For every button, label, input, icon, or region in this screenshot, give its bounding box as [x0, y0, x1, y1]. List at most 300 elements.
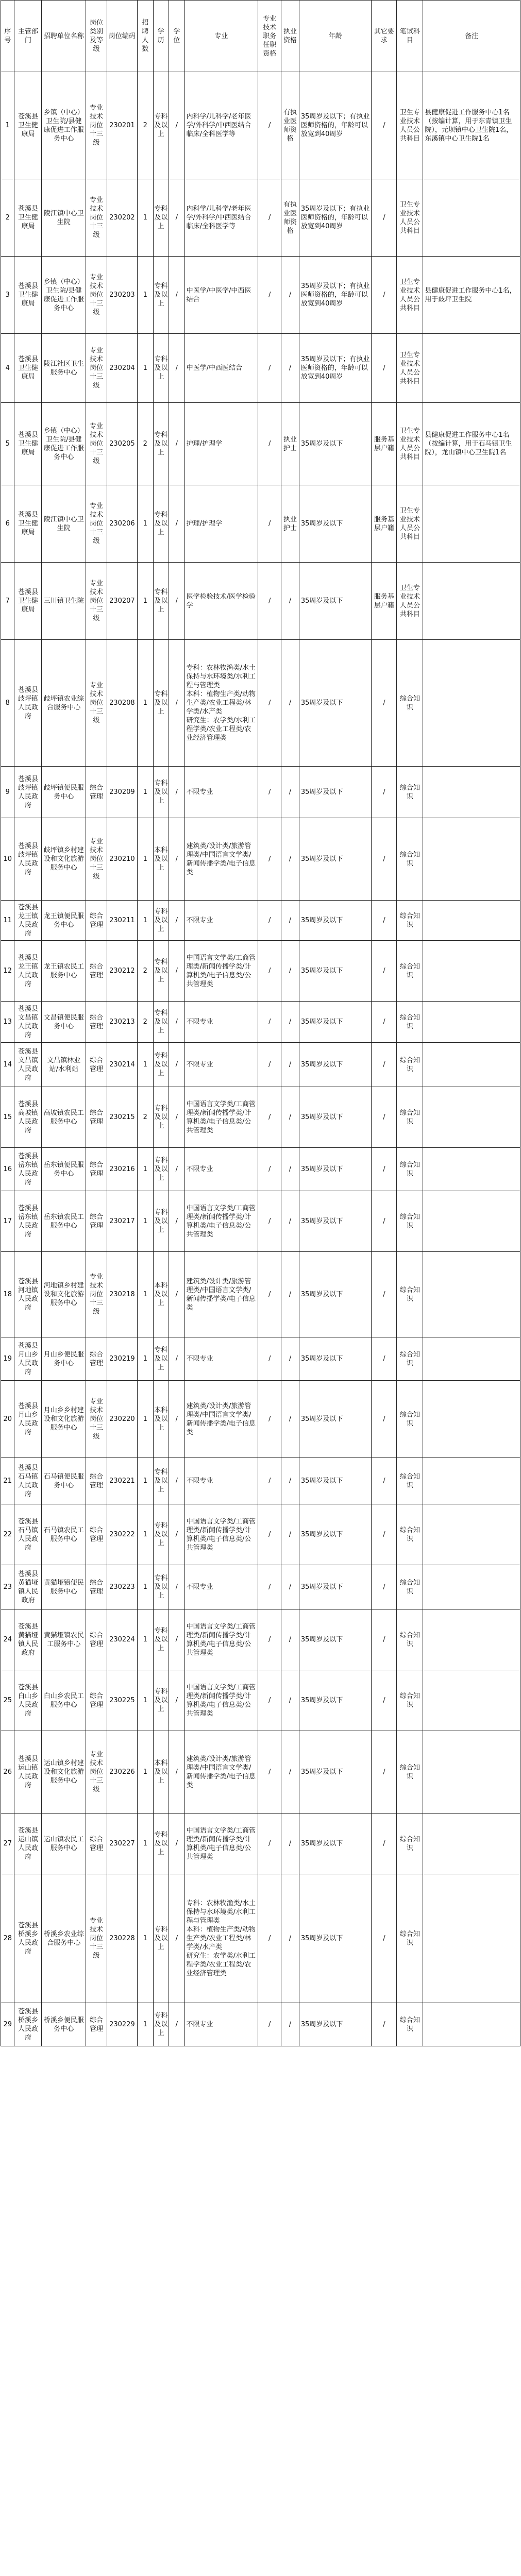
other-cell: / [372, 1087, 397, 1148]
post-cell: 综合管理 [86, 901, 107, 941]
degree-cell: / [169, 1731, 185, 1814]
degree-cell: / [169, 1565, 185, 1609]
row-number: 15 [1, 1087, 14, 1148]
header-row [1, 1, 520, 72]
code-cell: 230221 [107, 1458, 137, 1504]
header-cell: 专业 [184, 1, 258, 72]
table-row [1, 767, 520, 818]
exam-cell: 卫生专业技术人员公共科目 [397, 179, 423, 257]
table-row [1, 1670, 520, 1731]
degree-cell: / [169, 1043, 185, 1087]
license-cell: / [281, 1504, 299, 1565]
unit-cell: 陵江镇中心卫生院 [42, 179, 86, 257]
unit-cell: 文昌镇便民服务中心 [42, 1002, 86, 1043]
header-cell: 专业技术职务任职资格 [258, 1, 281, 72]
major-cell: 不限专业 [184, 1043, 258, 1087]
title-cell: / [258, 1670, 281, 1731]
row-number: 23 [1, 1565, 14, 1609]
major-cell: 中国语言文学类/工商管理类/新闻传播学类/计算机类/电子信息类/公共管理类 [184, 941, 258, 1002]
note-cell [423, 818, 520, 901]
dept-cell: 苍溪县卫生健康局 [14, 485, 42, 563]
license-cell: / [281, 818, 299, 901]
edu-cell: 专科及以上 [153, 1874, 169, 2003]
note-cell [423, 1731, 520, 1814]
edu-cell: 专科及以上 [153, 1043, 169, 1087]
post-cell: 专业技术岗位十三级 [86, 1252, 107, 1337]
other-cell: / [372, 1381, 397, 1458]
title-cell: / [258, 1381, 281, 1458]
unit-cell: 黄猫垭镇农民工服务中心 [42, 1609, 86, 1670]
row-number: 1 [1, 72, 14, 179]
note-cell [423, 334, 520, 403]
degree-cell: / [169, 901, 185, 941]
degree-cell: / [169, 1087, 185, 1148]
edu-cell: 专科及以上 [153, 334, 169, 403]
title-cell: / [258, 1087, 281, 1148]
license-cell: / [281, 563, 299, 640]
license-cell: / [281, 1609, 299, 1670]
title-cell: / [258, 1504, 281, 1565]
other-cell: / [372, 1565, 397, 1609]
major-cell: 不限专业 [184, 1337, 258, 1381]
header-cell: 其它要求 [372, 1, 397, 72]
recruitment-table [1, 0, 520, 2046]
unit-cell: 桥溪乡农业综合服务中心 [42, 1874, 86, 2003]
unit-cell: 石马镇便民服务中心 [42, 1458, 86, 1504]
num-cell: 1 [137, 1381, 153, 1458]
age-cell: 35周岁及以下 [299, 1814, 372, 1874]
post-cell: 综合管理 [86, 1670, 107, 1731]
age-cell: 35周岁及以下 [299, 2003, 372, 2046]
major-cell: 内科学/儿科学/老年医学/外科学/中西医结合临床/全科医学等 [184, 72, 258, 179]
post-cell: 综合管理 [86, 1337, 107, 1381]
major-cell: 内科学/儿科学/老年医学/外科学/中西医结合临床/全科医学等 [184, 179, 258, 257]
note-cell [423, 941, 520, 1002]
post-cell: 专业技术岗位十三级 [86, 1731, 107, 1814]
title-cell: / [258, 403, 281, 485]
row-number: 14 [1, 1043, 14, 1087]
major-cell: 专科：农林牧渔类/水土保持与水环境类/水利工程与管理类 本科：植物生产类/动物生产类/农业工程类/林学类/水产类 研究生：农学类/水利工程学类/农业工程类/农业经济管理类 [184, 1874, 258, 2003]
edu-cell: 专科及以上 [153, 1002, 169, 1043]
row-number: 3 [1, 257, 14, 334]
code-cell: 230205 [107, 403, 137, 485]
num-cell: 1 [137, 1458, 153, 1504]
degree-cell: / [169, 72, 185, 179]
dept-cell: 苍溪县石马镇人民政府 [14, 1458, 42, 1504]
table-row [1, 1731, 520, 1814]
dept-cell: 苍溪县文昌镇人民政府 [14, 1043, 42, 1087]
num-cell: 1 [137, 1252, 153, 1337]
exam-cell: 综合知识 [397, 1337, 423, 1381]
license-cell: / [281, 1731, 299, 1814]
row-number: 16 [1, 1148, 14, 1191]
code-cell: 230215 [107, 1087, 137, 1148]
code-cell: 230224 [107, 1609, 137, 1670]
row-number: 12 [1, 941, 14, 1002]
dept-cell: 苍溪县卫生健康局 [14, 563, 42, 640]
header-cell: 执业资格 [281, 1, 299, 72]
row-number: 11 [1, 901, 14, 941]
age-cell: 35周岁及以下 [299, 1731, 372, 1814]
table-row [1, 1148, 520, 1191]
table-row [1, 1043, 520, 1087]
title-cell: / [258, 1565, 281, 1609]
table-row [1, 1191, 520, 1252]
edu-cell: 专科及以上 [153, 1191, 169, 1252]
unit-cell: 陵江镇中心卫生院 [42, 485, 86, 563]
unit-cell: 高坡镇农民工服务中心 [42, 1087, 86, 1148]
num-cell: 1 [137, 901, 153, 941]
num-cell: 1 [137, 1504, 153, 1565]
table-body [1, 72, 520, 2046]
num-cell: 1 [137, 1148, 153, 1191]
post-cell: 专业技术岗位十三级 [86, 257, 107, 334]
code-cell: 230223 [107, 1565, 137, 1609]
post-cell: 专业技术岗位十三级 [86, 334, 107, 403]
other-cell: / [372, 1252, 397, 1337]
major-cell: 建筑类/设计类/旅游管理类/中国语言文学类/新闻传播学类/电子信息类 [184, 818, 258, 901]
degree-cell: / [169, 403, 185, 485]
header-cell: 笔试科目 [397, 1, 423, 72]
other-cell: / [372, 1731, 397, 1814]
note-cell [423, 1504, 520, 1565]
unit-cell: 陵江社区卫生服务中心 [42, 334, 86, 403]
num-cell: 1 [137, 1191, 153, 1252]
num-cell: 2 [137, 1087, 153, 1148]
edu-cell: 专科及以上 [153, 1504, 169, 1565]
post-cell: 专业技术岗位十三级 [86, 640, 107, 767]
title-cell: / [258, 640, 281, 767]
unit-cell: 歧坪镇便民服务中心 [42, 767, 86, 818]
post-cell: 综合管理 [86, 1191, 107, 1252]
degree-cell: / [169, 1874, 185, 2003]
exam-cell: 综合知识 [397, 1148, 423, 1191]
code-cell: 230206 [107, 485, 137, 563]
edu-cell: 专科及以上 [153, 1814, 169, 1874]
major-cell: 不限专业 [184, 1458, 258, 1504]
other-cell: / [372, 1337, 397, 1381]
code-cell: 230228 [107, 1874, 137, 2003]
table-row [1, 1002, 520, 1043]
major-cell: 中国语言文学类/工商管理类/新闻传播学类/计算机类/电子信息类/公共管理类 [184, 1087, 258, 1148]
header-cell: 招聘单位名称 [42, 1, 86, 72]
edu-cell: 专科及以上 [153, 640, 169, 767]
post-cell: 综合管理 [86, 1043, 107, 1087]
note-cell [423, 1381, 520, 1458]
exam-cell: 综合知识 [397, 1565, 423, 1609]
other-cell: / [372, 1002, 397, 1043]
other-cell: / [372, 901, 397, 941]
other-cell: / [372, 818, 397, 901]
dept-cell: 苍溪县桥溪乡人民政府 [14, 2003, 42, 2046]
title-cell: / [258, 1731, 281, 1814]
code-cell: 230212 [107, 941, 137, 1002]
row-number: 4 [1, 334, 14, 403]
edu-cell: 专科及以上 [153, 1670, 169, 1731]
unit-cell: 文昌镇林业站/水利站 [42, 1043, 86, 1087]
dept-cell: 苍溪县桥溪乡人民政府 [14, 1874, 42, 2003]
row-number: 29 [1, 2003, 14, 2046]
dept-cell: 苍溪县歧坪镇人民政府 [14, 640, 42, 767]
other-cell: 服务基层户籍 [372, 485, 397, 563]
title-cell: / [258, 1874, 281, 2003]
post-cell: 综合管理 [86, 1504, 107, 1565]
age-cell: 35周岁及以下 [299, 1087, 372, 1148]
license-cell: / [281, 1565, 299, 1609]
code-cell: 230213 [107, 1002, 137, 1043]
other-cell: / [372, 2003, 397, 2046]
exam-cell: 综合知识 [397, 767, 423, 818]
note-cell [423, 640, 520, 767]
degree-cell: / [169, 767, 185, 818]
age-cell: 35周岁及以下 [299, 1565, 372, 1609]
dept-cell: 苍溪县河地镇人民政府 [14, 1252, 42, 1337]
license-cell: / [281, 1670, 299, 1731]
note-cell [423, 1565, 520, 1609]
license-cell: / [281, 767, 299, 818]
other-cell: / [372, 257, 397, 334]
row-number: 25 [1, 1670, 14, 1731]
other-cell: / [372, 1874, 397, 2003]
num-cell: 1 [137, 1565, 153, 1609]
other-cell: / [372, 179, 397, 257]
row-number: 17 [1, 1191, 14, 1252]
code-cell: 230216 [107, 1148, 137, 1191]
row-number: 21 [1, 1458, 14, 1504]
major-cell: 不限专业 [184, 2003, 258, 2046]
license-cell: / [281, 1191, 299, 1252]
title-cell: / [258, 1337, 281, 1381]
note-cell [423, 767, 520, 818]
other-cell: / [372, 1504, 397, 1565]
license-cell: / [281, 1148, 299, 1191]
header-cell: 备注 [423, 1, 520, 72]
other-cell: / [372, 767, 397, 818]
dept-cell: 苍溪县歧坪镇人民政府 [14, 818, 42, 901]
note-cell [423, 1609, 520, 1670]
edu-cell: 专科及以上 [153, 403, 169, 485]
license-cell: / [281, 1337, 299, 1381]
age-cell: 35周岁及以下；有执业医师资格的，年龄可以放宽到40周岁 [299, 72, 372, 179]
num-cell: 2 [137, 941, 153, 1002]
license-cell: / [281, 1043, 299, 1087]
edu-cell: 专科及以上 [153, 1148, 169, 1191]
age-cell: 35周岁及以下 [299, 1002, 372, 1043]
dept-cell: 苍溪县龙王镇人民政府 [14, 941, 42, 1002]
age-cell: 35周岁及以下 [299, 818, 372, 901]
exam-cell: 综合知识 [397, 1504, 423, 1565]
num-cell: 1 [137, 818, 153, 901]
exam-cell: 综合知识 [397, 901, 423, 941]
major-cell: 专科：农林牧渔类/水土保持与水环境类/水利工程与管理类 本科：植物生产类/动物生产类/农业工程类/林学类/水产类 研究生：农学类/水利工程学类/农业工程类/农业经济管理类 [184, 640, 258, 767]
edu-cell: 专科及以上 [153, 485, 169, 563]
table-row [1, 485, 520, 563]
age-cell: 35周岁及以下 [299, 1504, 372, 1565]
license-cell: / [281, 334, 299, 403]
age-cell: 35周岁及以下 [299, 1148, 372, 1191]
dept-cell: 苍溪县卫生健康局 [14, 334, 42, 403]
unit-cell: 石马镇农民工服务中心 [42, 1504, 86, 1565]
age-cell: 35周岁及以下 [299, 403, 372, 485]
dept-cell: 苍溪县卫生健康局 [14, 403, 42, 485]
post-cell: 综合管理 [86, 1565, 107, 1609]
header-cell: 岗位编码 [107, 1, 137, 72]
exam-cell: 综合知识 [397, 1814, 423, 1874]
major-cell: 建筑类/设计类/旅游管理类/中国语言文学类/新闻传播学类/电子信息类 [184, 1381, 258, 1458]
dept-cell: 苍溪县月山乡人民政府 [14, 1381, 42, 1458]
header-cell: 主管部门 [14, 1, 42, 72]
age-cell: 35周岁及以下 [299, 1874, 372, 2003]
table-row [1, 1458, 520, 1504]
edu-cell: 本科及以上 [153, 818, 169, 901]
row-number: 18 [1, 1252, 14, 1337]
other-cell: 服务基层户籍 [372, 403, 397, 485]
note-cell [423, 901, 520, 941]
table-row [1, 72, 520, 179]
note-cell [423, 485, 520, 563]
note-cell [423, 1148, 520, 1191]
post-cell: 综合管理 [86, 941, 107, 1002]
license-cell: / [281, 1458, 299, 1504]
post-cell: 专业技术岗位十三级 [86, 72, 107, 179]
license-cell: / [281, 1087, 299, 1148]
post-cell: 专业技术岗位十三级 [86, 485, 107, 563]
table-row [1, 179, 520, 257]
edu-cell: 本科及以上 [153, 1252, 169, 1337]
degree-cell: / [169, 179, 185, 257]
num-cell: 2 [137, 72, 153, 179]
degree-cell: / [169, 1504, 185, 1565]
dept-cell: 苍溪县文昌镇人民政府 [14, 1002, 42, 1043]
post-cell: 综合管理 [86, 767, 107, 818]
major-cell: 中国语言文学类/工商管理类/新闻传播学类/计算机类/电子信息类/公共管理类 [184, 1609, 258, 1670]
post-cell: 专业技术岗位十三级 [86, 563, 107, 640]
age-cell: 35周岁及以下 [299, 1670, 372, 1731]
major-cell: 建筑类/设计类/旅游管理类/中国语言文学类/新闻传播学类/电子信息类 [184, 1731, 258, 1814]
header-cell: 年龄 [299, 1, 372, 72]
num-cell: 1 [137, 179, 153, 257]
exam-cell: 综合知识 [397, 818, 423, 901]
code-cell: 230201 [107, 72, 137, 179]
dept-cell: 苍溪县歧坪镇人民政府 [14, 767, 42, 818]
dept-cell: 苍溪县高坡镇人民政府 [14, 1087, 42, 1148]
table-row [1, 901, 520, 941]
note-cell [423, 1337, 520, 1381]
note-cell: 县健康促进工作服务中心1名，用于歧坪卫生院 [423, 257, 520, 334]
title-cell: / [258, 941, 281, 1002]
exam-cell: 综合知识 [397, 1002, 423, 1043]
table-row [1, 1337, 520, 1381]
license-cell: / [281, 2003, 299, 2046]
num-cell: 1 [137, 2003, 153, 2046]
degree-cell: / [169, 1670, 185, 1731]
title-cell: / [258, 1458, 281, 1504]
edu-cell: 专科及以上 [153, 1609, 169, 1670]
unit-cell: 乡镇（中心）卫生院/县健康促进工作服务中心 [42, 257, 86, 334]
note-cell [423, 179, 520, 257]
post-cell: 专业技术岗位十三级 [86, 1874, 107, 2003]
table-row [1, 818, 520, 901]
license-cell: 执业护士 [281, 485, 299, 563]
exam-cell: 综合知识 [397, 1043, 423, 1087]
other-cell: / [372, 640, 397, 767]
table-row [1, 257, 520, 334]
unit-cell: 乡镇（中心）卫生院/县健康促进工作服务中心 [42, 72, 86, 179]
degree-cell: / [169, 1458, 185, 1504]
code-cell: 230209 [107, 767, 137, 818]
age-cell: 35周岁及以下；有执业医师资格的，年龄可以放宽到40周岁 [299, 179, 372, 257]
age-cell: 35周岁及以下 [299, 1381, 372, 1458]
post-cell: 综合管理 [86, 1458, 107, 1504]
code-cell: 230214 [107, 1043, 137, 1087]
row-number: 7 [1, 563, 14, 640]
dept-cell: 苍溪县黄猫垭镇人民政府 [14, 1565, 42, 1609]
code-cell: 230208 [107, 640, 137, 767]
title-cell: / [258, 72, 281, 179]
major-cell: 中国语言文学类/工商管理类/新闻传播学类/计算机类/电子信息类/公共管理类 [184, 1814, 258, 1874]
other-cell: / [372, 1814, 397, 1874]
exam-cell: 卫生专业技术人员公共科目 [397, 485, 423, 563]
dept-cell: 苍溪县卫生健康局 [14, 257, 42, 334]
edu-cell: 专科及以上 [153, 257, 169, 334]
exam-cell: 卫生专业技术人员公共科目 [397, 257, 423, 334]
major-cell: 中国语言文学类/工商管理类/新闻传播学类/计算机类/电子信息类/公共管理类 [184, 1191, 258, 1252]
age-cell: 35周岁及以下 [299, 485, 372, 563]
dept-cell: 苍溪县月山乡人民政府 [14, 1337, 42, 1381]
note-cell [423, 1874, 520, 2003]
exam-cell: 卫生专业技术人员公共科目 [397, 563, 423, 640]
other-cell: / [372, 1670, 397, 1731]
other-cell: / [372, 334, 397, 403]
license-cell: 执业护士 [281, 403, 299, 485]
note-cell [423, 1814, 520, 1874]
unit-cell: 乡镇（中心）卫生院/县健康促进工作服务中心 [42, 403, 86, 485]
major-cell: 护理/护理学 [184, 485, 258, 563]
license-cell: / [281, 941, 299, 1002]
major-cell: 不限专业 [184, 1148, 258, 1191]
unit-cell: 运山镇乡村建设和文化旅游服务中心 [42, 1731, 86, 1814]
dept-cell: 苍溪县黄猫垭镇人民政府 [14, 1609, 42, 1670]
note-cell [423, 1087, 520, 1148]
note-cell [423, 1458, 520, 1504]
age-cell: 35周岁及以下；有执业医师资格的，年龄可以放宽到40周岁 [299, 334, 372, 403]
table-row [1, 640, 520, 767]
exam-cell: 卫生专业技术人员公共科目 [397, 403, 423, 485]
age-cell: 35周岁及以下 [299, 1043, 372, 1087]
edu-cell: 专科及以上 [153, 179, 169, 257]
major-cell: 不限专业 [184, 901, 258, 941]
table-row [1, 403, 520, 485]
code-cell: 230207 [107, 563, 137, 640]
title-cell: / [258, 1191, 281, 1252]
license-cell: 有执业医师资格 [281, 179, 299, 257]
code-cell: 230211 [107, 901, 137, 941]
row-number: 2 [1, 179, 14, 257]
unit-cell: 运山镇农民工服务中心 [42, 1814, 86, 1874]
code-cell: 230202 [107, 179, 137, 257]
post-cell: 专业技术岗位十三级 [86, 403, 107, 485]
code-cell: 230222 [107, 1504, 137, 1565]
dept-cell: 苍溪县岳东镇人民政府 [14, 1191, 42, 1252]
code-cell: 230225 [107, 1670, 137, 1731]
row-number: 19 [1, 1337, 14, 1381]
degree-cell: / [169, 941, 185, 1002]
code-cell: 230219 [107, 1337, 137, 1381]
major-cell: 不限专业 [184, 767, 258, 818]
exam-cell: 综合知识 [397, 1381, 423, 1458]
code-cell: 230218 [107, 1252, 137, 1337]
other-cell: / [372, 1043, 397, 1087]
